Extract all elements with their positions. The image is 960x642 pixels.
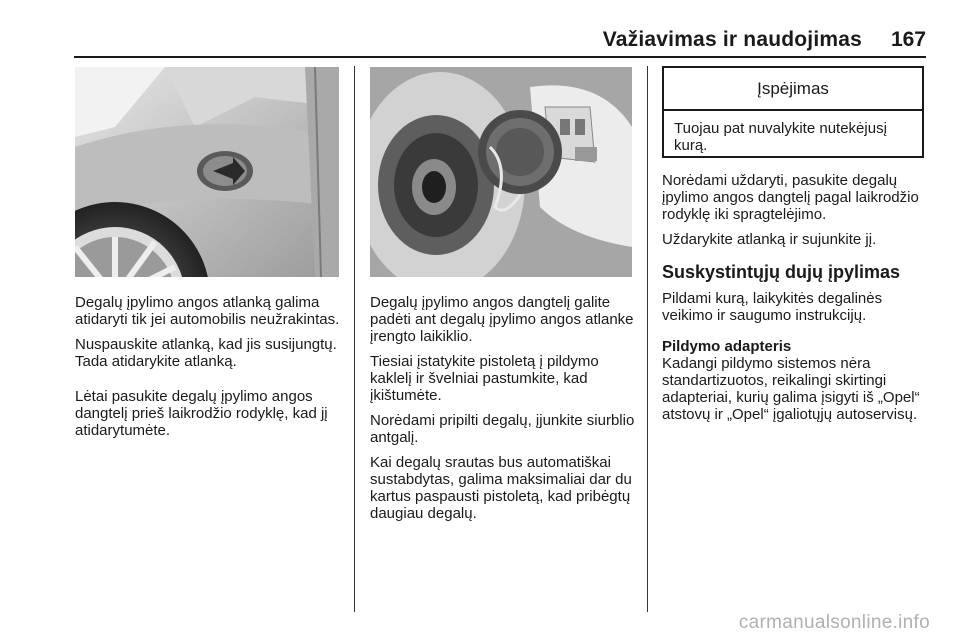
paragraph: Uždarykite atlanką ir sujunkite jį.	[662, 231, 877, 248]
column-divider-2	[647, 66, 648, 612]
section-heading: Suskystintųjų dujų įpylimas	[662, 262, 901, 282]
subheading: Pildymo adapteris	[662, 338, 792, 355]
column-3-text	[662, 172, 926, 431]
paragraph: Norėdami uždaryti, pasukite degalų įpylimo angos dangtelį pagal laikrodžio rodyklę iki spragtelėjimo.	[662, 172, 919, 223]
page-number: 167	[890, 28, 926, 51]
header-rule	[74, 56, 926, 58]
fuel-flap-illustration	[75, 67, 339, 277]
warning-text: Tuojau pat nuvalykite nutekėjusį kurą.	[674, 120, 887, 154]
warning-title: Įspėjimas	[664, 68, 922, 111]
column-divider-1	[354, 66, 355, 612]
figure-2-caption: Degalų įpylimo angos dangtelį galite padėti ant degalų įpylimo angos atlanke įrengto laikiklio.	[370, 294, 634, 345]
figure-1-caption: Degalų įpylimo angos atlanką galima atidaryti tik jei automobilis neužrakintas.	[75, 294, 340, 328]
paragraph: Nuspauskite atlanką, kad jis susijungtų. Tada atidarykite atlanką.	[75, 336, 337, 370]
figure-fuel-cap	[370, 67, 632, 277]
paragraph: Norėdami pripilti degalų, įjunkite siurblio antgalį.	[370, 412, 635, 446]
watermark: carmanualsonline.info	[738, 612, 930, 633]
paragraph: Lėtai pasukite degalų įpylimo angos dangtelį prieš laikrodžio rodyklę, kad jį atidarytumėte.	[75, 388, 328, 439]
column-2-text	[370, 294, 636, 530]
warning-box	[662, 66, 924, 158]
column-1-text	[75, 294, 343, 447]
paragraph: Tiesiai įstatykite pistoletą į pildymo kaklelį ir švelniai pastumkite, kad įkištumėte.	[370, 353, 599, 404]
paragraph: Kai degalų srautas bus automatiškai sustabdytas, galima maksimaliai dar du kartus paspausti pistoletą, kad pribėgtų daugiau degalų.	[370, 454, 632, 522]
figure-fuel-flap	[75, 67, 339, 277]
header-title: Važiavimas ir naudojimas	[602, 28, 862, 51]
fuel-cap-illustration	[370, 67, 632, 277]
paragraph: Pildami kurą, laikykitės degalinės veikimo ir saugumo instrukcijų.	[662, 290, 883, 324]
paragraph: Kadangi pildymo sistemos nėra standartizuotos, reikalingi skirtingi adapteriai, kurių galima įsigyti iš „Opel“ atstovų ir „Opel“ įgaliotųjų autoservisų.	[662, 355, 920, 423]
